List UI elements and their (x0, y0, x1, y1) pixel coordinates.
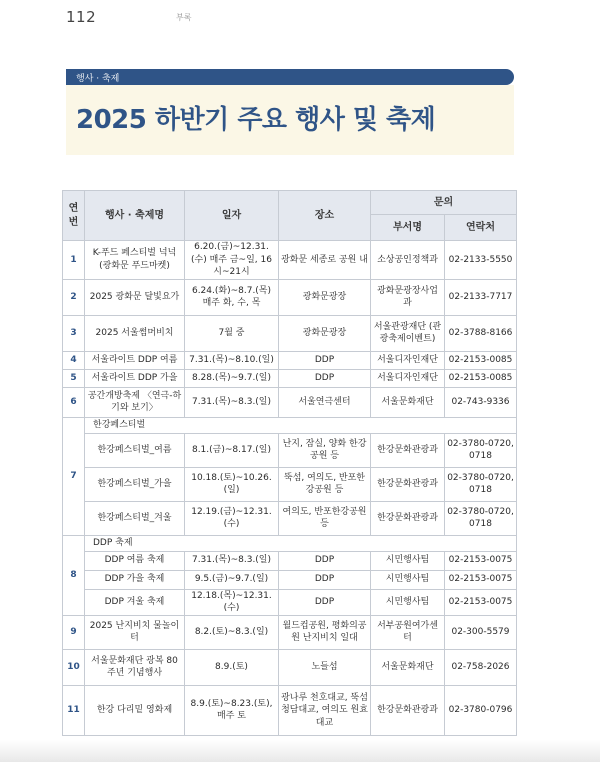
row-dept: 한강문화관광과 (371, 433, 445, 467)
row-date: 8.28.(목)~9.7.(일) (185, 369, 279, 387)
row-date: 12.19.(금)~12.31.(수) (185, 501, 279, 535)
group-header-row (63, 417, 517, 433)
row-contact: 02-2153-0075 (445, 589, 517, 615)
row-place: 뚝섬, 여의도, 반포한강공원 등 (279, 467, 371, 501)
row-date: 7.31.(목)~8.3.(일) (185, 387, 279, 417)
row-place: 광화문광장 (279, 279, 371, 315)
row-event: 한강페스티벌_겨울 (85, 501, 185, 535)
row-event: 서울라이트 DDP 여름 (85, 351, 185, 369)
row-event: 서울라이트 DDP 가을 (85, 369, 185, 387)
row-contact: 02-300-5579 (445, 615, 517, 649)
row-place: DDP (279, 351, 371, 369)
table-row (63, 351, 517, 369)
page-bottom-shadow (0, 740, 600, 762)
row-place: 노들섬 (279, 649, 371, 685)
row-date: 7.31.(목)~8.3.(일) (185, 551, 279, 570)
row-no: 9 (63, 615, 85, 649)
row-contact: 02-2133-7717 (445, 279, 517, 315)
row-date: 6.20.(금)~12.31.(수) 매주 금~일, 16시~21시 (185, 241, 279, 280)
events-table (62, 190, 517, 736)
row-date: 10.18.(토)~10.26.(일) (185, 467, 279, 501)
row-place: 광화문 세종로 공원 내 (279, 241, 371, 280)
header-no: 연번 (63, 191, 85, 241)
row-event: 한강페스티벌_여름 (85, 433, 185, 467)
row-contact: 02-3788-8166 (445, 315, 517, 351)
row-event: 한강 다리밑 영화제 (85, 685, 185, 735)
section-tag: 부록 (176, 13, 192, 22)
table-row (63, 467, 517, 501)
row-dept: 한강문화관광과 (371, 501, 445, 535)
row-no: 5 (63, 369, 85, 387)
header-date: 일자 (185, 191, 279, 241)
table-row (63, 570, 517, 589)
row-dept: 시민행사팀 (371, 589, 445, 615)
row-place: 월드컵공원, 평화의공원 난지비치 일대 (279, 615, 371, 649)
table-row (63, 387, 517, 417)
row-contact: 02-3780-0796 (445, 685, 517, 735)
table-row (63, 501, 517, 535)
row-event: 2025 광화문 달빛요가 (85, 279, 185, 315)
header-event: 행사 · 축제명 (85, 191, 185, 241)
row-place: 서울연극센터 (279, 387, 371, 417)
row-place: DDP (279, 551, 371, 570)
header-place: 장소 (279, 191, 371, 241)
table-row (63, 241, 517, 280)
row-event: DDP 겨울 축제 (85, 589, 185, 615)
row-date: 12.18.(목)~12.31.(수) (185, 589, 279, 615)
row-dept: 서울문화재단 (371, 649, 445, 685)
row-event: 2025 난지비치 물놀이터 (85, 615, 185, 649)
row-dept: 한강문화관광과 (371, 685, 445, 735)
row-dept: 서부공원여가센터 (371, 615, 445, 649)
row-date: 7월 중 (185, 315, 279, 351)
row-no: 3 (63, 315, 85, 351)
row-contact: 02-743-9336 (445, 387, 517, 417)
row-contact: 02-2153-0085 (445, 369, 517, 387)
row-no: 8 (63, 535, 85, 615)
row-no: 7 (63, 417, 85, 535)
header-inquiry: 문의 (371, 191, 517, 215)
row-contact: 02-758-2026 (445, 649, 517, 685)
row-date: 9.5.(금)~9.7.(일) (185, 570, 279, 589)
row-no: 4 (63, 351, 85, 369)
row-contact: 02-3780-0720, 0718 (445, 467, 517, 501)
group-title: 한강페스티벌 (85, 417, 185, 433)
row-date: 8.2.(토)~8.3.(일) (185, 615, 279, 649)
header-contact: 연락처 (445, 215, 517, 241)
row-dept: 서울디자인재단 (371, 351, 445, 369)
group-header-row (63, 535, 517, 551)
row-event: DDP 여름 축제 (85, 551, 185, 570)
table-row (63, 279, 517, 315)
row-dept: 소상공인정책과 (371, 241, 445, 280)
title-box (66, 85, 514, 155)
row-contact: 02-2153-0075 (445, 551, 517, 570)
row-date: 7.31.(목)~8.10.(일) (185, 351, 279, 369)
row-dept: 광화문광장사업과 (371, 279, 445, 315)
page-number: 112 (66, 8, 97, 26)
row-dept: 서울관광재단 (관광축제이벤트) (371, 315, 445, 351)
row-date: 6.24.(화)~8.7.(목) 매주 화, 수, 목 (185, 279, 279, 315)
table-row (63, 369, 517, 387)
row-contact: 02-3780-0720, 0718 (445, 433, 517, 467)
row-dept: 한강문화관광과 (371, 467, 445, 501)
row-event: DDP 가을 축제 (85, 570, 185, 589)
row-contact: 02-2153-0075 (445, 570, 517, 589)
row-contact: 02-2153-0085 (445, 351, 517, 369)
row-no: 6 (63, 387, 85, 417)
row-no: 1 (63, 241, 85, 280)
row-no: 11 (63, 685, 85, 735)
row-date: 8.9.(토)~8.23.(토), 매주 토 (185, 685, 279, 735)
row-no: 10 (63, 649, 85, 685)
category-band (66, 69, 514, 85)
row-event: 2025 서울썸머비치 (85, 315, 185, 351)
row-contact: 02-2133-5550 (445, 241, 517, 280)
row-event: 공간개방축제 〈연극-하기와 보기〉 (85, 387, 185, 417)
row-event: 서울문화재단 광복 80주년 기념행사 (85, 649, 185, 685)
table-row (63, 315, 517, 351)
row-dept: 서울디자인재단 (371, 369, 445, 387)
table-row (63, 589, 517, 615)
row-place: DDP (279, 369, 371, 387)
row-no: 2 (63, 279, 85, 315)
row-dept: 시민행사팀 (371, 570, 445, 589)
header-dept: 부서명 (371, 215, 445, 241)
table-row (63, 615, 517, 649)
row-contact: 02-3780-0720, 0718 (445, 501, 517, 535)
row-date: 8.1.(금)~8.17.(일) (185, 433, 279, 467)
group-title: DDP 축제 (85, 535, 185, 551)
category-label: 행사 · 축제 (76, 74, 120, 84)
row-event: K-푸드 페스티벌 넉넉(광화문 푸드마켓) (85, 241, 185, 280)
table-row (63, 551, 517, 570)
row-place: 여의도, 반포한강공원 등 (279, 501, 371, 535)
row-place: 난지, 잠실, 양화 한강공원 등 (279, 433, 371, 467)
row-dept: 시민행사팀 (371, 551, 445, 570)
page-title: 2025 하반기 주요 행사 및 축제 (76, 105, 436, 135)
table-row (63, 685, 517, 735)
row-place: DDP (279, 570, 371, 589)
row-place: 광화문광장 (279, 315, 371, 351)
row-place: 광나루 천호대교, 뚝섬 청담대교, 여의도 원효대교 (279, 685, 371, 735)
table-row (63, 649, 517, 685)
row-place: DDP (279, 589, 371, 615)
row-dept: 서울문화재단 (371, 387, 445, 417)
row-event: 한강페스티벌_가을 (85, 467, 185, 501)
table-row (63, 433, 517, 467)
row-date: 8.9.(토) (185, 649, 279, 685)
